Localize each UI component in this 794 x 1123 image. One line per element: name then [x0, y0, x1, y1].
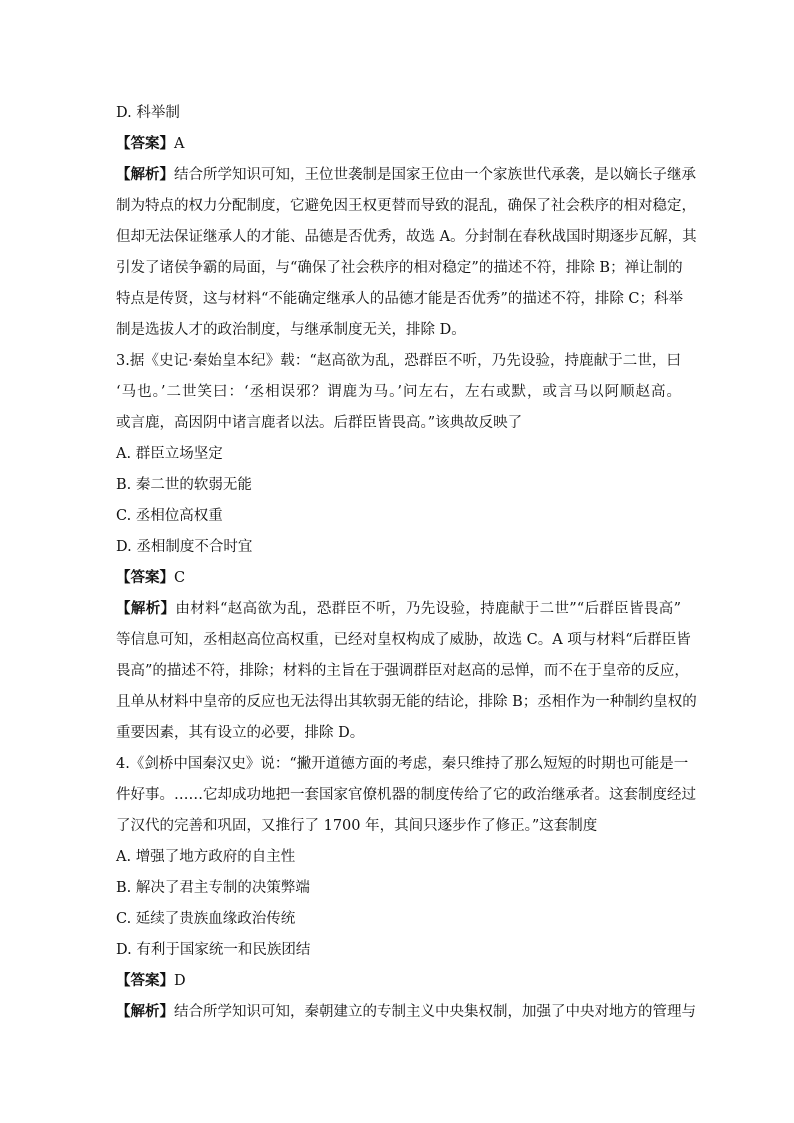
- analysis-label: 【解析】: [116, 1003, 174, 1020]
- analysis-line: 重要因素，其有设立的必要，排除 D。: [116, 725, 365, 741]
- question-3-stem: 或言鹿，高因阴中诸言鹿者以法。后群臣皆畏高。”该典故反映了: [116, 415, 523, 431]
- analysis-line: 等信息可知，丞相赵高位高权重，已经对皇权构成了威胁，故选 C。A 项与材料“后群臣皆: [116, 632, 691, 648]
- analysis-line: 引发了诸侯争霸的局面，与“确保了社会秩序的相对稳定”的描述不符，排除 B；禅让制的: [116, 260, 683, 276]
- analysis-line: 【解析】由材料“赵高欲为乱，恐群臣不听，乃先设验，持鹿献于二世”“后群臣皆畏高”: [116, 600, 681, 617]
- option-b: B. 秦二世的软弱无能: [116, 477, 252, 493]
- answer-line: 【答案】A: [116, 135, 185, 152]
- option-c: C. 延续了贵族血缘政治传统: [116, 911, 296, 927]
- option-d: D. 科举制: [116, 105, 180, 121]
- analysis-line: 制为特点的权力分配制度，它避免因王权更替而导致的混乱，确保了社会秩序的相对稳定，: [116, 198, 696, 214]
- analysis-label: 【解析】: [116, 600, 176, 617]
- analysis-line: 特点是传贤，这与材料“不能确定继承人的品德才能是否优秀”的描述不符，排除 C；科举: [116, 291, 684, 307]
- analysis-line: 【解析】结合所学知识可知，秦朝建立的专制主义中央集权制，加强了中央对地方的管理与: [116, 1003, 696, 1020]
- option-b: B. 解决了君主专制的决策弊端: [116, 880, 310, 896]
- option-a: A. 群臣立场坚定: [116, 446, 223, 462]
- answer-label: 【答案】: [116, 972, 174, 989]
- analysis-line: 【解析】结合所学知识可知，王位世袭制是国家王位由一个家族世代承袭，是以嫡长子继承: [116, 166, 696, 183]
- analysis-line: 制是选拔人才的政治制度，与继承制度无关，排除 D。: [116, 322, 466, 338]
- option-d: D. 丞相制度不合时宜: [116, 539, 253, 555]
- answer-line: 【答案】C: [116, 569, 186, 586]
- question-3-stem: 3.据《史记·秦始皇本纪》载：“赵高欲为乱，恐群臣不听，乃先设验，持鹿献于二世，曰: [116, 353, 681, 369]
- question-3-stem: ‘马也。’二世笑曰：‘丞相误邪？谓鹿为马。’问左右，左右或默，或言马以阿顺赵高。: [116, 384, 681, 400]
- analysis-line: 且单从材料中皇帝的反应也无法得出其软弱无能的结论，排除 B；丞相作为一种制约皇权的: [116, 694, 697, 710]
- option-d: D. 有利于国家统一和民族团结: [116, 942, 311, 958]
- answer-label: 【答案】: [116, 135, 174, 152]
- analysis-label: 【解析】: [116, 166, 174, 183]
- answer-line: 【答案】D: [116, 972, 186, 989]
- analysis-line: 畏高”的描述不符，排除；材料的主旨在于强调群臣对赵高的忌惮，而不在于皇帝的反应，: [116, 663, 689, 679]
- question-4-stem: 4.《剑桥中国秦汉史》说：“撇开道德方面的考虑，秦只维持了那么短短的时期也可能是一: [116, 756, 689, 772]
- question-4-stem: 件好事。……它却成功地把一套国家官僚机器的制度传给了它的政治继承者。这套制度经过: [116, 787, 696, 803]
- question-4-stem: 了汉代的完善和巩固，又推行了 1700 年，其间只逐步作了修正。”这套制度: [116, 818, 598, 834]
- option-a: A. 增强了地方政府的自主性: [116, 849, 296, 865]
- analysis-line: 但却无法保证继承人的才能、品德是否优秀，故选 A。分封制在春秋战国时期逐步瓦解，其: [116, 229, 697, 245]
- option-c: C. 丞相位高权重: [116, 508, 223, 524]
- answer-label: 【答案】: [116, 569, 174, 586]
